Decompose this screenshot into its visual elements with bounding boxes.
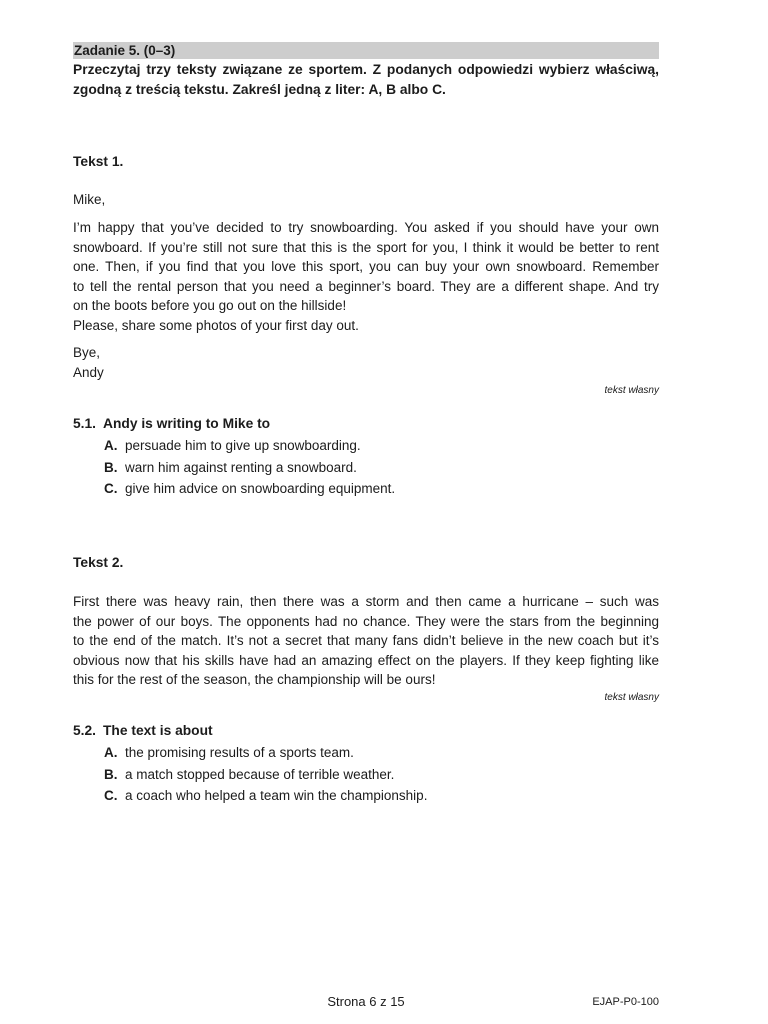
text2-body <box>73 592 659 690</box>
option-letter: C. <box>104 481 118 496</box>
question-5-1-options <box>73 435 659 500</box>
question-text: Andy is writing to Mike to <box>103 416 271 431</box>
text1-line: to tell the rental person that you need a beginner’s board. They are a different shape. And try <box>73 278 659 294</box>
option-letter: B. <box>104 766 118 782</box>
question-text: The text is about <box>103 723 213 738</box>
option-letter: B. <box>104 459 118 475</box>
task-title: Zadanie 5. (0–3) <box>74 43 176 58</box>
option-letter: C. <box>104 788 118 803</box>
text1-line: on the boots before you go out on the hillside! <box>73 298 347 314</box>
text1-body <box>73 218 659 336</box>
question-number: 5.2. <box>73 723 97 738</box>
option-text: a match stopped because of terrible weather. <box>125 766 395 782</box>
question-5-2-options <box>73 742 659 807</box>
answer-option-c[interactable] <box>73 478 659 500</box>
task-header-bar <box>73 42 659 59</box>
text1-line: Please, share some photos of your first day out. <box>73 317 359 333</box>
text2-title: Tekst 2. <box>73 555 124 570</box>
page-number: Strona 6 z 15 <box>327 994 405 1009</box>
question-5-1-stem <box>73 414 659 434</box>
option-letter: A. <box>104 745 118 760</box>
option-text: a coach who helped a team win the championship. <box>125 788 428 803</box>
answer-option-b[interactable] <box>73 764 659 786</box>
text2-line: obvious now that his skills have had an amazing effect on the players. If they keep fighting like <box>73 652 659 668</box>
instruction-line: zgodną z treścią tekstu. Zakreśl jedną z liter: A, B albo C. <box>73 81 446 97</box>
text1-line: I’m happy that you’ve decided to try snowboarding. You asked if you should have your own <box>73 220 659 235</box>
answer-option-c[interactable] <box>73 785 659 807</box>
option-text: the promising results of a sports team. <box>125 745 354 760</box>
text2-line: this for the rest of the season, the championship will be ours! <box>73 672 436 688</box>
question-number: 5.1. <box>73 416 97 431</box>
letter-greeting: Mike, <box>73 192 106 207</box>
task-instructions <box>73 60 659 99</box>
question-5-2-stem <box>73 721 659 741</box>
signature: Andy <box>73 365 104 380</box>
text2-source: tekst własny <box>604 692 659 703</box>
answer-option-b[interactable] <box>73 457 659 479</box>
text1-line: snowboard. If you’re still not sure that this is the sport for you, I think it would be better to rent <box>73 239 659 255</box>
option-letter: A. <box>104 438 118 453</box>
text2-line: First there was heavy rain, then there was a storm and then came a hurricane – such was <box>73 594 659 609</box>
exam-code: EJAP-P0-100 <box>592 996 659 1008</box>
letter-closing <box>73 343 659 383</box>
answer-option-a[interactable] <box>73 435 659 457</box>
text1-source: tekst własny <box>604 385 659 396</box>
option-text: warn him against renting a snowboard. <box>125 459 357 475</box>
text2-line: the power of our boys. The opponents had no chance. They were the stars from the beginning <box>73 613 659 629</box>
option-text: persuade him to give up snowboarding. <box>125 438 361 453</box>
text1-line: one. Then, if you find that you love this sport, you can buy your own snowboard. Remember <box>73 259 659 275</box>
text2-line: to the end of the match. It’s not a secret that many fans didn’t believe in the new coach but it’s <box>73 633 659 649</box>
option-text: give him advice on snowboarding equipment. <box>125 481 396 496</box>
instruction-line: Przeczytaj trzy teksty związane ze sportem. Z podanych odpowiedzi wybierz właściwą, <box>73 62 659 77</box>
closing-line: Bye, <box>73 345 101 360</box>
answer-option-a[interactable] <box>73 742 659 764</box>
text1-title: Tekst 1. <box>73 154 124 169</box>
